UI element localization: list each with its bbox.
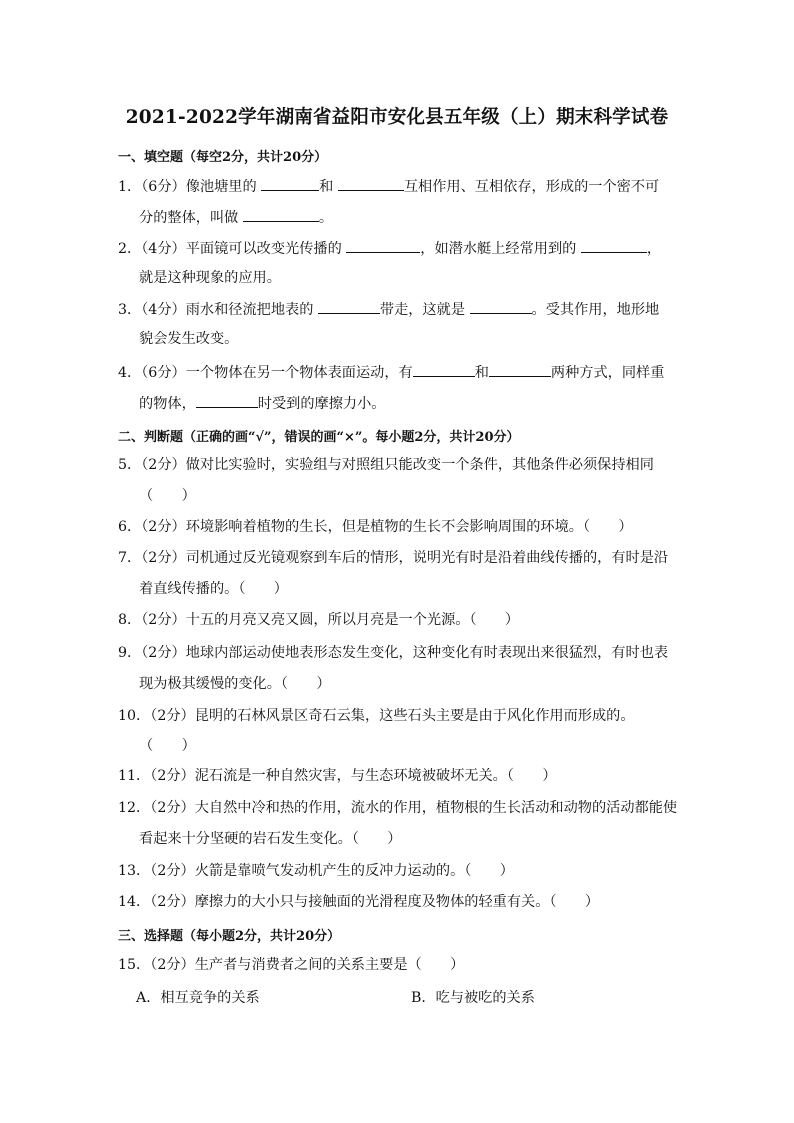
question-12-line-1: 12．（2分）大自然中冷和热的作用，流水的作用，植物根的生长活动和动物的活动都能使 xyxy=(118,800,678,816)
question-10-line-1: 10．（2分）昆明的石林风景区奇石云集，这些石头主要是由于风化作用而形成的。 xyxy=(118,708,635,724)
question-13: 13．（2分）火箭是靠喷气发动机产生的反冲力运动的。（ ） xyxy=(118,863,514,879)
question-9-line-2: 现为极其缓慢的变化。（ ） xyxy=(139,676,331,692)
question-14: 14．（2分）摩擦力的大小只与接触面的光滑程度及物体的轻重有关。（ ） xyxy=(118,894,600,910)
question-8: 8．（2分）十五的月亮又亮又圆，所以月亮是一个光源。（ ） xyxy=(118,612,520,628)
question-3-line-2: 貌会发生改变。 xyxy=(139,331,239,347)
answer-blank[interactable] xyxy=(413,362,475,377)
question-1-line-2: 分的整体，叫做 。 xyxy=(139,207,333,228)
question-15-option-a[interactable]: A．相互竞争的关系 xyxy=(136,990,260,1006)
answer-blank[interactable] xyxy=(470,299,532,314)
question-9-line-1: 9．（2分）地球内部运动使地表形态发生变化，这种变化有时表现出来很猛烈，有时也表 xyxy=(118,645,669,661)
answer-blank[interactable] xyxy=(338,176,404,191)
answer-blank[interactable] xyxy=(196,393,258,408)
question-10-answer-bracket[interactable]: （ ） xyxy=(139,738,196,754)
answer-blank[interactable] xyxy=(261,176,319,191)
question-3-line-1: 3．（4分）雨水和径流把地表的 带走，这就是 。受其作用，地形地 xyxy=(118,299,659,320)
question-4-line-1: 4．（6分）一个物体在另一个物体表面运动，有 和 两种方式，同样重 xyxy=(118,362,664,383)
answer-blank[interactable] xyxy=(346,238,420,253)
question-5-answer-bracket[interactable]: （ ） xyxy=(139,488,196,504)
question-4-line-2: 的物体， 时受到的摩擦力小。 xyxy=(139,393,385,414)
answer-blank[interactable] xyxy=(318,299,380,314)
question-12-line-2: 看起来十分坚硬的岩石发生变化。（ ） xyxy=(139,831,402,847)
question-5-line-1: 5．（2分）做对比实验时，实验组与对照组只能改变一个条件，其他条件必须保持相同 xyxy=(118,457,654,473)
question-2-line-1: 2．（4分）平面镜可以改变光传播的 ，如潜水艇上经常用到的 ， xyxy=(118,238,661,259)
question-15-option-b[interactable]: B．吃与被吃的关系 xyxy=(411,990,535,1006)
question-7-line-1: 7．（2分）司机通过反光镜观察到车后的情形，说明光有时是沿着曲线传播的，有时是沿 xyxy=(118,550,669,566)
section-choice-heading: 三、选择题（每小题2分，共计20分） xyxy=(118,929,341,944)
question-2-line-2: 就是这种现象的应用。 xyxy=(139,270,281,286)
answer-blank[interactable] xyxy=(243,207,319,222)
question-1-line-1: 1．（6分）像池塘里的 和 互相作用、互相依存，形成的一个密不可 xyxy=(118,176,659,197)
section-judgment-heading: 二、判断题（正确的画“√”，错误的画“×”。每小题2分，共计20分） xyxy=(118,430,520,445)
question-15-stem: 15．（2分）生产者与消费者之间的关系主要是（ ） xyxy=(118,957,465,973)
question-6: 6．（2分）环境影响着植物的生长，但是植物的生长不会影响周围的环境。（ ） xyxy=(118,519,633,535)
question-11: 11．（2分）泥石流是一种自然灾害，与生态环境被破坏无关。（ ） xyxy=(118,768,557,784)
question-7-line-2: 着直线传播的。（ ） xyxy=(139,581,288,597)
exam-title: 2021-2022学年湖南省益阳市安化县五年级（上）期末科学试卷 xyxy=(125,107,669,128)
section-fill-in-heading: 一、填空题（每空2分，共计20分） xyxy=(118,150,328,165)
answer-blank[interactable] xyxy=(581,238,647,253)
answer-blank[interactable] xyxy=(489,362,551,377)
